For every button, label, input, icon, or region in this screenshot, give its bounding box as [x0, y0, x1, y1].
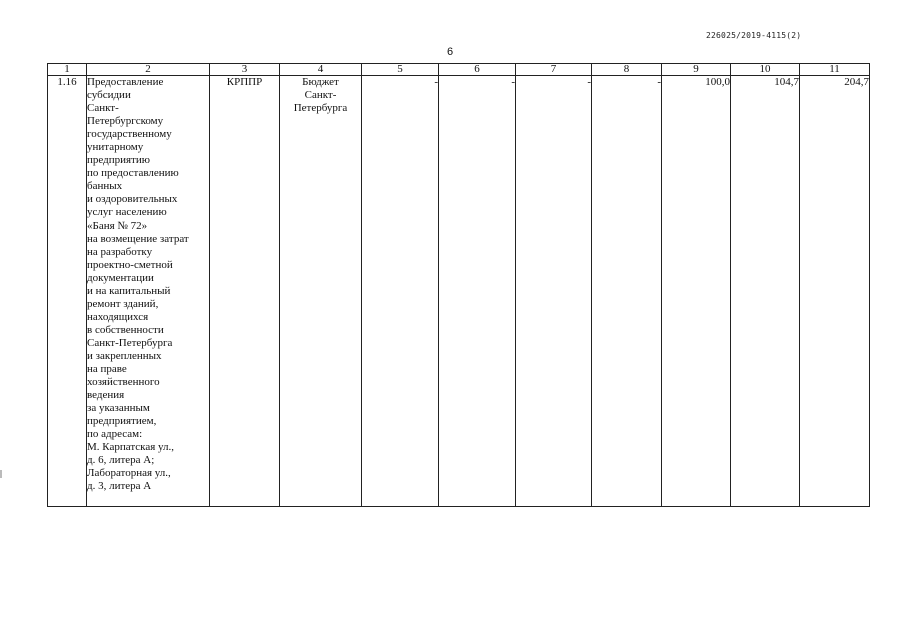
column-header-5: 5: [362, 64, 439, 76]
column-header-2: 2: [87, 64, 210, 76]
description-line: государственному: [87, 128, 172, 141]
row-number: 1.16: [48, 76, 87, 507]
description-line: Санкт-Петербурга: [87, 336, 173, 349]
description-line: документации: [87, 271, 154, 284]
description-line: Санкт-: [87, 102, 119, 115]
description-line: услуг населению: [87, 206, 167, 219]
row-col5-value: -: [362, 76, 439, 507]
description-line: проектно-сметной: [87, 258, 173, 271]
description-line: субсидии: [87, 89, 131, 102]
table-row: [48, 76, 870, 507]
column-header-7: 7: [516, 64, 592, 76]
description-line: предприятию: [87, 154, 150, 167]
scan-edge-mark: [0, 470, 2, 478]
description-line: Петербургскому: [87, 115, 164, 128]
column-header-10: 10: [731, 64, 800, 76]
row-col7-value: -: [516, 76, 592, 507]
row-executor: КРППР: [210, 76, 280, 507]
description-line: М. Карпатская ул.,: [87, 441, 175, 454]
description-line: на праве: [87, 363, 127, 376]
budget-table: [47, 63, 870, 507]
row-col10-value: 104,7: [731, 76, 800, 507]
description-line: на разработку: [87, 245, 153, 258]
column-header-8: 8: [592, 64, 662, 76]
row-col9-value: 100,0: [662, 76, 731, 507]
description-line: д. 6, литера А;: [87, 454, 155, 467]
column-header-11: 11: [800, 64, 870, 76]
budget-line: Бюджет: [302, 76, 339, 88]
description-line: «Баня № 72»: [87, 219, 148, 232]
column-header-1: 1: [48, 64, 87, 76]
column-number-row: [48, 64, 870, 76]
description-line: по предоставлению: [87, 167, 179, 180]
description-line: д. 3, литера А: [87, 480, 152, 493]
description-line: предприятием,: [87, 415, 157, 428]
row-budget-source: [280, 76, 362, 507]
description-line: ведения: [87, 389, 125, 402]
column-header-3: 3: [210, 64, 280, 76]
document-id: 226025/2019-4115(2): [706, 31, 802, 40]
description-line: хозяйственного: [87, 376, 160, 389]
column-header-4: 4: [280, 64, 362, 76]
column-header-9: 9: [662, 64, 731, 76]
budget-line: Санкт-: [304, 89, 337, 102]
row-description: [87, 76, 210, 507]
description-line: Лабораторная ул.,: [87, 467, 171, 480]
row-col11-value: 204,7: [800, 76, 870, 507]
column-header-6: 6: [439, 64, 516, 76]
description-line: на возмещение затрат: [87, 232, 189, 245]
description-line: за указанным: [87, 402, 150, 415]
description-line: по адресам:: [87, 428, 143, 441]
description-line: и оздоровительных: [87, 193, 178, 206]
description-line: Предоставление: [87, 76, 164, 88]
row-col8-value: -: [592, 76, 662, 507]
description-line: унитарному: [87, 141, 144, 154]
description-line: находящихся: [87, 310, 149, 323]
row-col6-value: -: [439, 76, 516, 507]
description-line: и закрепленных: [87, 349, 162, 362]
description-line: ремонт зданий,: [87, 297, 159, 310]
description-line: и на капитальный: [87, 284, 171, 297]
description-line: банных: [87, 180, 123, 193]
budget-line: Петербурга: [293, 102, 348, 115]
description-line: в собственности: [87, 323, 164, 336]
page-number: 6: [447, 46, 454, 58]
